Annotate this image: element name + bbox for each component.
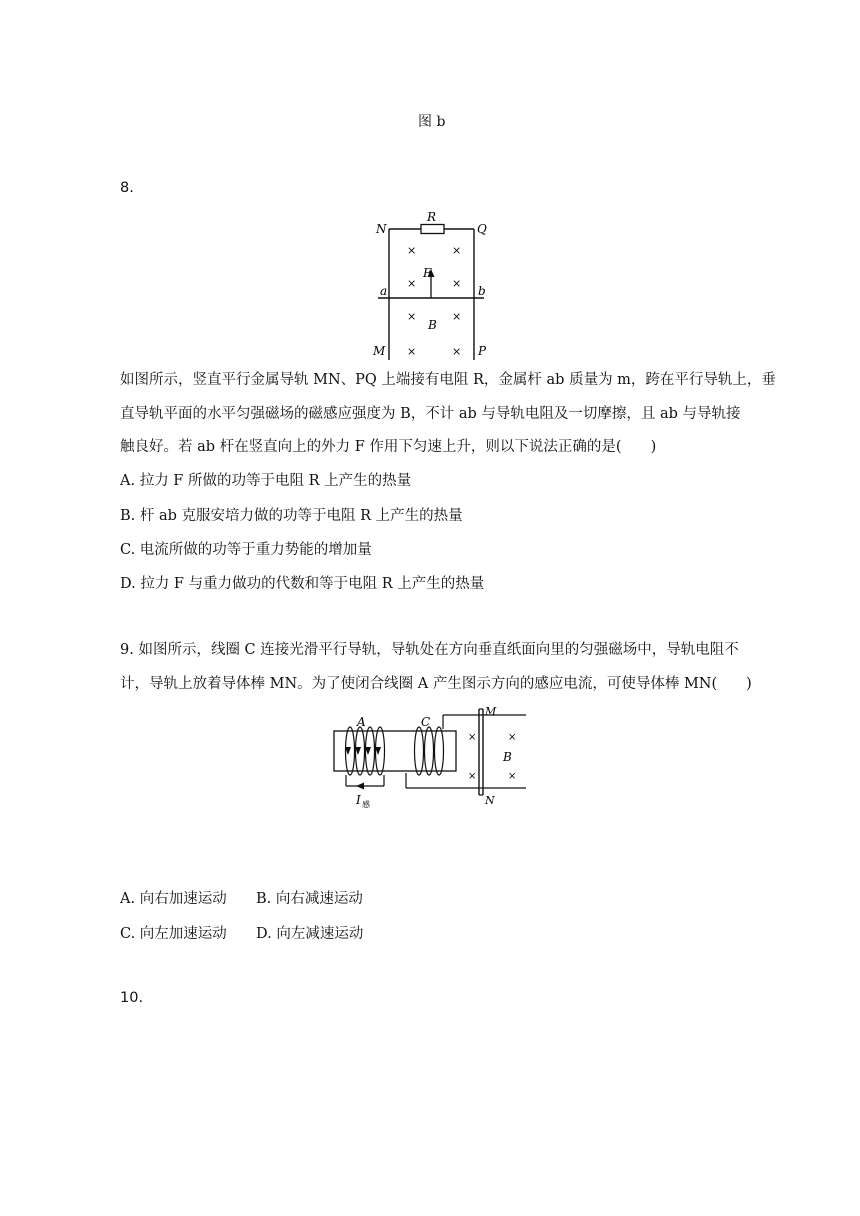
label-C: C xyxy=(421,715,431,729)
label-F: F xyxy=(423,266,432,280)
label-N: N xyxy=(485,794,495,807)
question-10-number: 10. xyxy=(120,990,144,1006)
q9-coil-circuit-diagram xyxy=(328,703,528,811)
q9-stem-line-2: 计，导轨上放着导体棒 MN。为了使闭合线圈 A 产生图示方向的感应电流，可使导体棒 MN( ) xyxy=(120,676,752,692)
field-cross: × xyxy=(508,771,517,782)
q8-stem-line-2: 直导轨平面的水平匀强磁场的磁感应强度为 B，不计 ab 与导轨电阻及一切摩擦，且 ab 与导轨接 xyxy=(120,406,741,422)
q9-option-c: C. 向左加速运动 xyxy=(120,926,227,942)
field-cross: × xyxy=(407,310,417,323)
field-cross: × xyxy=(452,310,462,323)
q8-option-c: C. 电流所做的功等于重力势能的增加量 xyxy=(120,542,372,558)
q9-option-b: B. 向右减速运动 xyxy=(256,891,363,907)
q8-stem-line-1: 如图所示，竖直平行金属导轨 MN、PQ 上端接有电阻 R，金属杆 ab 质量为 m，跨在平行导轨上，垂 xyxy=(120,372,776,388)
label-R: R xyxy=(427,210,437,224)
q9-option-a: A. 向右加速运动 xyxy=(120,891,227,907)
label-P: P xyxy=(478,344,487,358)
label-I-subscript: 感 xyxy=(362,800,370,809)
q8-stem-line-3: 触良好。若 ab 杆在竖直向上的外力 F 作用下匀速上升，则以下说法正确的是( ) xyxy=(120,439,657,455)
question-8-number: 8. xyxy=(120,180,134,196)
field-cross: × xyxy=(407,277,417,290)
q8-option-d: D. 拉力 F 与重力做功的代数和等于电阻 R 上产生的热量 xyxy=(120,576,485,592)
q8-option-a: A. 拉力 F 所做的功等于电阻 R 上产生的热量 xyxy=(120,473,412,489)
label-A: A xyxy=(357,715,366,729)
q9-option-d: D. 向左减速运动 xyxy=(256,926,364,942)
field-cross: × xyxy=(508,732,517,743)
figure-caption: 图 b xyxy=(418,114,446,130)
label-I: I xyxy=(356,793,361,807)
field-cross: × xyxy=(452,244,462,257)
label-N: N xyxy=(376,222,387,236)
label-b: b xyxy=(478,284,486,298)
label-M: M xyxy=(485,705,497,718)
field-cross: × xyxy=(452,345,462,358)
label-B: B xyxy=(428,318,437,332)
q9-stem-line-1: 9. 如图所示，线圈 C 连接光滑平行导轨，导轨处在方向垂直纸面向里的匀强磁场中，导轨电阻不 xyxy=(120,642,739,658)
field-cross: × xyxy=(407,244,417,257)
q8-option-b: B. 杆 ab 克服安培力做的功等于电阻 R 上产生的热量 xyxy=(120,508,463,524)
field-cross: × xyxy=(407,345,417,358)
label-Q: Q xyxy=(477,222,487,236)
q8-circuit-diagram xyxy=(370,205,500,360)
label-B: B xyxy=(503,750,512,764)
label-a: a xyxy=(380,284,388,298)
field-cross: × xyxy=(452,277,462,290)
field-cross: × xyxy=(468,732,477,743)
label-M: M xyxy=(373,344,386,358)
field-cross: × xyxy=(468,771,477,782)
